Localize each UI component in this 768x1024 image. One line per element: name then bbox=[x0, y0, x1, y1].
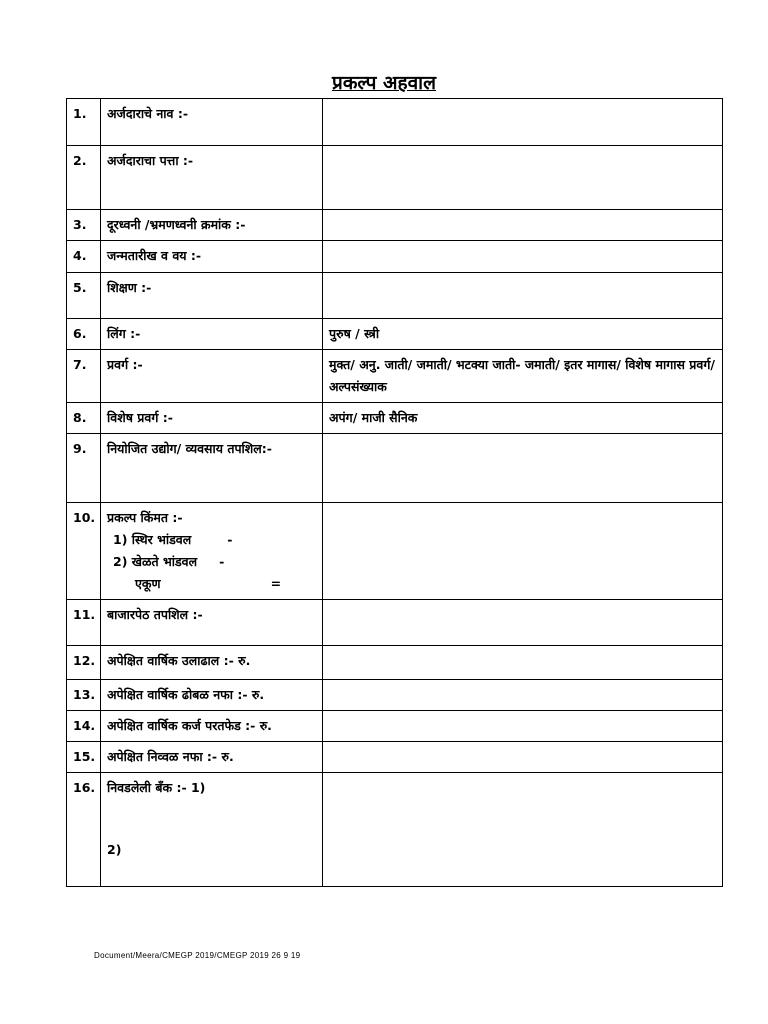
field-value: पुरुष / स्त्री bbox=[323, 319, 723, 350]
field-value bbox=[323, 503, 723, 600]
field-label: प्रकल्प किंमत :- bbox=[107, 510, 183, 525]
table-row bbox=[67, 503, 723, 600]
fixed-capital-line bbox=[107, 529, 316, 551]
field-label: शिक्षण :- bbox=[101, 273, 323, 319]
table-row bbox=[67, 99, 723, 146]
table-row bbox=[67, 403, 723, 434]
field-value bbox=[323, 434, 723, 503]
field-value bbox=[323, 210, 723, 241]
field-value bbox=[323, 241, 723, 273]
field-value bbox=[323, 146, 723, 210]
row-number: 16. bbox=[67, 773, 101, 887]
row-number: 14. bbox=[67, 711, 101, 742]
row-number: 10. bbox=[67, 503, 101, 600]
field-value bbox=[323, 99, 723, 146]
working-capital-line bbox=[107, 551, 316, 573]
field-label: अपेक्षित निव्वळ नफा :- रु. bbox=[101, 742, 323, 773]
field-label: अपेक्षित वार्षिक उलाढाल :- रु. bbox=[101, 646, 323, 680]
working-capital-separator: - bbox=[219, 554, 225, 569]
row-number: 1. bbox=[67, 99, 101, 146]
field-label: अर्जदाराचा पत्ता :- bbox=[101, 146, 323, 210]
page-title: प्रकल्प अहवाल bbox=[332, 72, 436, 94]
row-number: 13. bbox=[67, 680, 101, 711]
fixed-capital-separator: - bbox=[227, 532, 233, 547]
field-label: नियोजित उद्योग/ व्यवसाय तपशिल:- bbox=[101, 434, 323, 503]
field-value: अपंग/ माजी सैनिक bbox=[323, 403, 723, 434]
row-number: 3. bbox=[67, 210, 101, 241]
table-row bbox=[67, 711, 723, 742]
table-row bbox=[67, 319, 723, 350]
working-capital-label: 2) खेळते भांडवल bbox=[113, 554, 198, 569]
row-number: 12. bbox=[67, 646, 101, 680]
field-value bbox=[323, 680, 723, 711]
table-row bbox=[67, 600, 723, 646]
field-value bbox=[323, 273, 723, 319]
row-number: 4. bbox=[67, 241, 101, 273]
field-value bbox=[323, 711, 723, 742]
table-row bbox=[67, 241, 723, 273]
total-label: एकूण bbox=[135, 576, 161, 591]
field-label: बाजारपेठ तपशिल :- bbox=[101, 600, 323, 646]
field-label-group bbox=[101, 503, 323, 600]
field-label: निवडलेली बँक :- 1) bbox=[107, 780, 206, 795]
field-label-group bbox=[101, 773, 323, 887]
row-number: 2. bbox=[67, 146, 101, 210]
field-label: अपेक्षित वार्षिक कर्ज परतफेड :- रु. bbox=[101, 711, 323, 742]
row-number: 11. bbox=[67, 600, 101, 646]
table-row bbox=[67, 680, 723, 711]
table-row bbox=[67, 273, 723, 319]
row-number: 8. bbox=[67, 403, 101, 434]
table-row bbox=[67, 742, 723, 773]
total-line bbox=[107, 573, 316, 595]
field-label: विशेष प्रवर्ग :- bbox=[101, 403, 323, 434]
table-row bbox=[67, 146, 723, 210]
row-number: 7. bbox=[67, 350, 101, 403]
field-value bbox=[323, 742, 723, 773]
field-value bbox=[323, 600, 723, 646]
row-number: 6. bbox=[67, 319, 101, 350]
field-label: अर्जदाराचे नाव :- bbox=[101, 99, 323, 146]
field-label: दूरध्वनी /भ्रमणध्वनी क्रमांक :- bbox=[101, 210, 323, 241]
table-row bbox=[67, 773, 723, 887]
field-value bbox=[323, 646, 723, 680]
fixed-capital-label: 1) स्थिर भांडवल bbox=[113, 532, 192, 547]
bank-second-label: 2) bbox=[107, 842, 122, 857]
project-report-table bbox=[66, 98, 723, 887]
table-row bbox=[67, 210, 723, 241]
table-row bbox=[67, 434, 723, 503]
row-number: 5. bbox=[67, 273, 101, 319]
field-label: जन्मतारीख व वय :- bbox=[101, 241, 323, 273]
field-label: लिंग :- bbox=[101, 319, 323, 350]
footer-path: Document/Meera/CMEGP 2019/CMEGP 2019 26 9 19 bbox=[94, 951, 301, 960]
table-row bbox=[67, 646, 723, 680]
total-separator: = bbox=[270, 576, 282, 591]
field-value bbox=[323, 773, 723, 887]
row-number: 15. bbox=[67, 742, 101, 773]
field-label: अपेक्षित वार्षिक ढोबळ नफा :- रु. bbox=[101, 680, 323, 711]
field-value: मुक्त/ अनु. जाती/ जमाती/ भटक्या जाती- जमाती/ इतर मागास/ विशेष मागास प्रवर्ग/ अल्पसंख्याक bbox=[323, 350, 723, 403]
table-row bbox=[67, 350, 723, 403]
field-label: प्रवर्ग :- bbox=[101, 350, 323, 403]
row-number: 9. bbox=[67, 434, 101, 503]
